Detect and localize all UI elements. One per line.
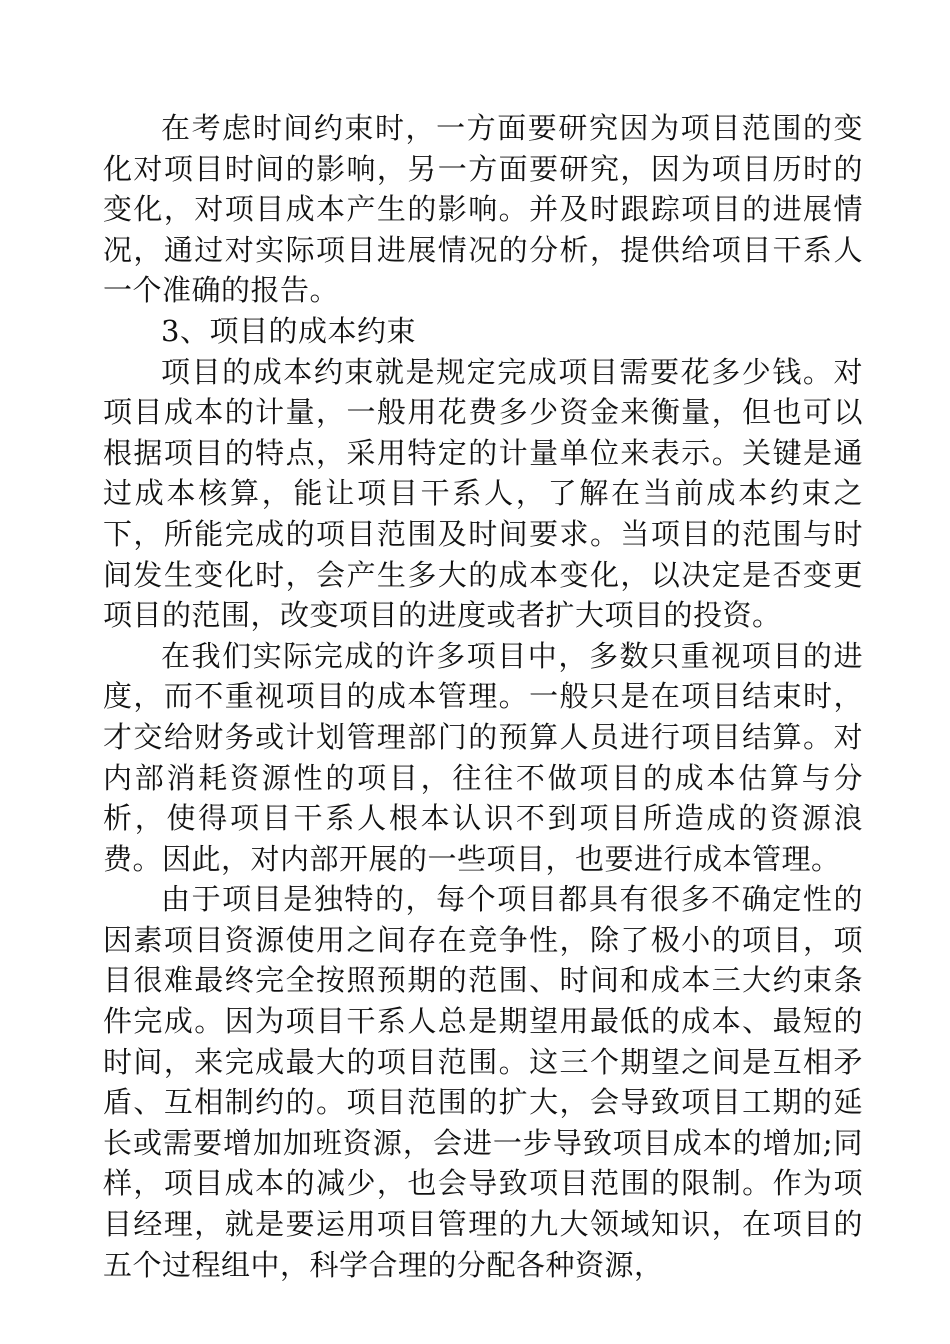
document-body	[103, 108, 863, 1285]
paragraph-constraint-balance: 由于项目是独特的，每个项目都具有很多不确定性的因素项目资源使用之间存在竞争性，除了极小的项目，项目很难最终完全按照预期的范围、时间和成本三大约束条件完成。因为项目干系人总是期望用最低的成本、最短的时间，来完成最大的项目范围。这三个期望之间是互相矛盾、互相制约的。项目范围的扩大，会导致项目工期的延长或需要增加加班资源，会进一步导致项目成本的增加;同样，项目成本的减少，也会导致项目范围的限制。作为项目经理，就是要运用项目管理的九大领域知识，在项目的五个过程组中，科学合理的分配各种资源，	[103, 882, 863, 1282]
paragraph-cost-constraint: 项目的成本约束就是规定完成项目需要花多少钱。对项目成本的计量，一般用花费多少资金来衡量，但也可以根据项目的特点，采用特定的计量单位来表示。关键是通过成本核算，能让项目干系人，了解在当前成本约束之下，所能完成的项目范围及时间要求。当项目的范围与时间发生变化时，会产生多大的成本变化，以决定是否变更项目的范围，改变项目的进度或者扩大项目的投资。	[103, 354, 863, 633]
section-heading-cost-constraint: 3、项目的成本约束	[161, 313, 416, 348]
paragraph-cost-management: 在我们实际完成的许多项目中，多数只重视项目的进度，而不重视项目的成本管理。一般只是在项目结束时，才交给财务或计划管理部门的预算人员进行项目结算。对内部消耗资源性的项目，往往不做项目的成本估算与分析，使得项目干系人根本认识不到项目所造成的资源浪费。因此，对内部开展的一些项目，也要进行成本管理。	[103, 638, 863, 876]
paragraph-time-constraint: 在考虑时间约束时，一方面要研究因为项目范围的变化对项目时间的影响，另一方面要研究，因为项目历时的变化，对项目成本产生的影响。并及时跟踪项目的进展情况，通过对实际项目进展情况的分析，提供给项目干系人一个准确的报告。	[103, 111, 863, 308]
